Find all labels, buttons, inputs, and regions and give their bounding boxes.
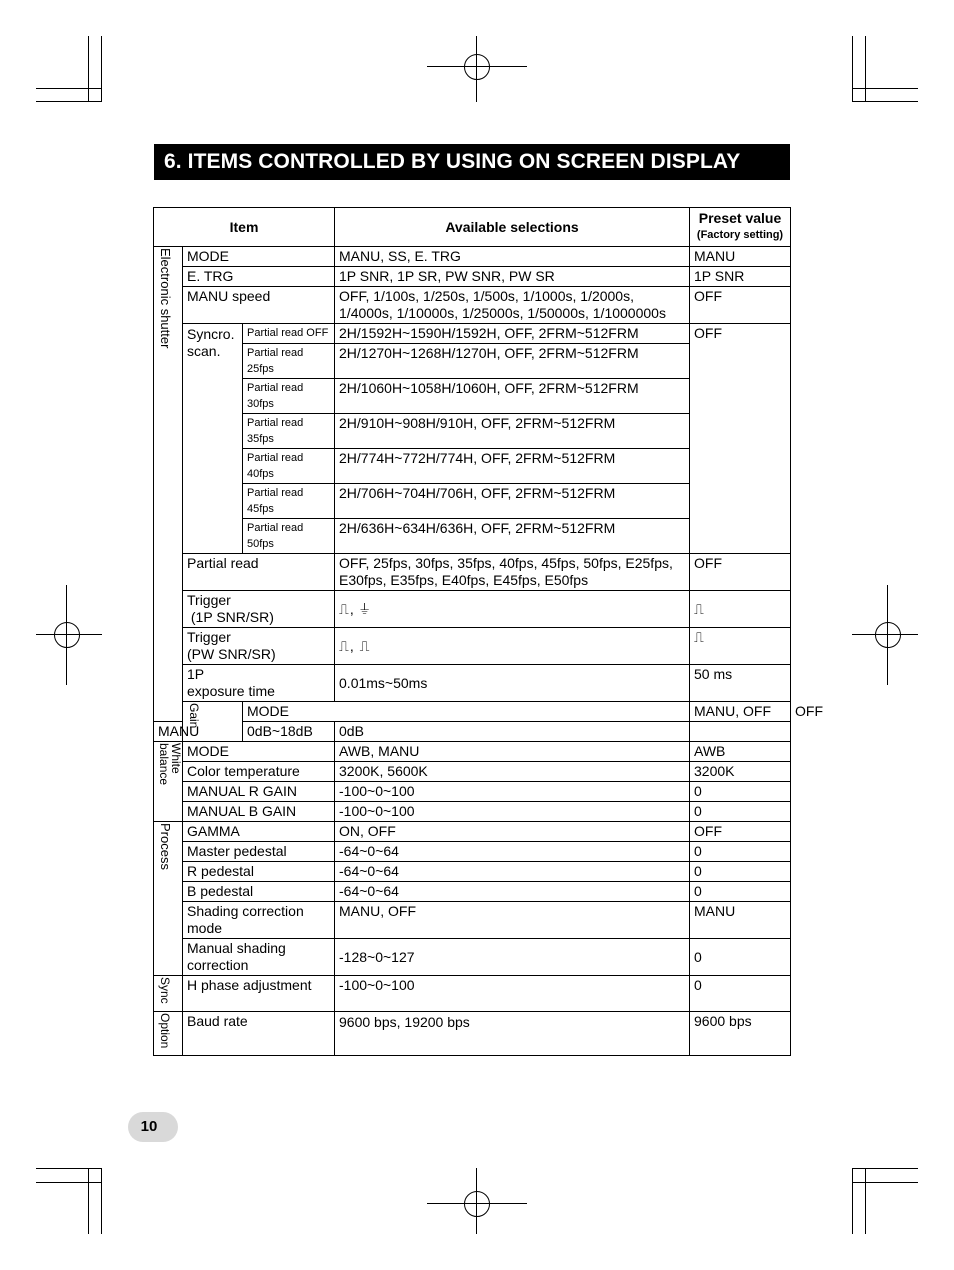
table-row: Manual shading correction -128~0~127 0 (154, 939, 791, 976)
table-row: MANU speed OFF, 1/100s, 1/250s, 1/500s, 1/1000s, 1/2000s, 1/4000s, 1/10000s, 1/25000s, 1/50000s, 1/1000000s OFF (154, 287, 791, 324)
registration-circle (875, 622, 901, 648)
crop-mark (36, 1168, 102, 1169)
pulse-width-waveform-icon: ⎍, ⎍ (339, 637, 371, 654)
table-row: MANUAL B GAIN -100~0~100 0 (154, 802, 791, 822)
table-row: Gain MODE MANU, OFF OFF (154, 702, 791, 722)
table-row: R pedestal -64~0~64 0 (154, 862, 791, 882)
crop-mark (852, 36, 853, 102)
table-row: Master pedestal -64~0~64 0 (154, 842, 791, 862)
crop-mark (852, 1168, 853, 1234)
table-header-row (154, 208, 791, 247)
crop-mark (88, 36, 89, 102)
crop-mark (36, 101, 102, 102)
pulse-width-waveform-icon: ⎍ (694, 629, 705, 645)
table-row: B pedestal -64~0~64 0 (154, 882, 791, 902)
category-white-balance: White balance (154, 742, 183, 822)
table-row: Color temperature 3200K, 5600K 3200K (154, 762, 791, 782)
table-row: Partial read 25fps 2H/1270H~1268H/1270H, OFF, 2FRM~512FRM (154, 344, 791, 379)
header-preset-sub: (Factory setting) (696, 229, 784, 241)
crop-mark (101, 1168, 102, 1234)
trigger-waveform-icon: ⎍ (694, 600, 705, 617)
table-row: Syncro. scan. Partial read OFF 2H/1592H~1590H/1592H, OFF, 2FRM~512FRM OFF (154, 324, 791, 344)
table-row: Partial read 30fps 2H/1060H~1058H/1060H, OFF, 2FRM~512FRM (154, 379, 791, 414)
category-electronic-shutter: Electronic shutter (154, 247, 183, 722)
category-process: Process (154, 822, 183, 976)
registration-circle (464, 54, 490, 80)
table-row: Electronic shutter MODE MANU, SS, E. TRG MANU (154, 247, 791, 267)
category-gain: Gain (183, 702, 243, 742)
category-option: Option (154, 1012, 183, 1056)
header-preset (690, 208, 791, 247)
table-row: Partial read 35fps 2H/910H~908H/910H, OFF, 2FRM~512FRM (154, 414, 791, 449)
crop-mark (865, 1168, 866, 1234)
registration-circle (54, 622, 80, 648)
crop-mark (852, 101, 918, 102)
table-row: MANU 0dB~18dB 0dB (154, 722, 791, 742)
trigger-waveform-icon: ⎍, ⏚ (339, 600, 371, 617)
header-available: Available selections (335, 208, 690, 247)
crop-mark (101, 36, 102, 102)
table-row: E. TRG 1P SNR, 1P SR, PW SNR, PW SR 1P SNR (154, 267, 791, 287)
table-row: Option Baud rate 9600 bps, 19200 bps 9600 bps (154, 1012, 791, 1056)
crop-mark (865, 36, 866, 102)
crop-mark (852, 1168, 918, 1169)
registration-circle (464, 1191, 490, 1217)
table-row: Process GAMMA ON, OFF OFF (154, 822, 791, 842)
crop-mark (36, 1182, 102, 1183)
table-row: Partial read 45fps 2H/706H~704H/706H, OFF, 2FRM~512FRM (154, 484, 791, 519)
header-item: Item (154, 208, 335, 247)
section-title: 6. ITEMS CONTROLLED BY USING ON SCREEN DISPLAY (154, 144, 790, 180)
table-row: Shading correction mode MANU, OFF MANU (154, 902, 791, 939)
page-number: 10 (128, 1112, 178, 1142)
table-row: Partial read 40fps 2H/774H~772H/774H, OFF, 2FRM~512FRM (154, 449, 791, 484)
table-row: Trigger (PW SNR/SR) ⎍, ⎍ ⎍ (154, 628, 791, 665)
table-row: 1P exposure time 0.01ms~50ms 50 ms (154, 665, 791, 702)
table-row: Partial read OFF, 25fps, 30fps, 35fps, 40fps, 45fps, 50fps, E25fps, E30fps, E35fps, E40fps, E45fps, E50fps OFF (154, 554, 791, 591)
crop-mark (852, 1182, 918, 1183)
table-row: Partial read 50fps 2H/636H~634H/636H, OFF, 2FRM~512FRM (154, 519, 791, 554)
table-row: White balance MODE AWB, MANU AWB (154, 742, 791, 762)
syncro-scan-label: Syncro. scan. (183, 324, 243, 554)
table-row: MANUAL R GAIN -100~0~100 0 (154, 782, 791, 802)
osd-items-table (153, 207, 824, 1056)
crop-mark (36, 88, 102, 89)
category-sync: Sync (154, 976, 183, 1012)
table-row: Trigger (1P SNR/SR) ⎍, ⏚ ⎍ (154, 591, 791, 628)
crop-mark (852, 88, 918, 89)
header-preset-label: Preset value (698, 210, 782, 226)
table-row: Sync H phase adjustment -100~0~100 0 (154, 976, 791, 1012)
crop-mark (88, 1168, 89, 1234)
